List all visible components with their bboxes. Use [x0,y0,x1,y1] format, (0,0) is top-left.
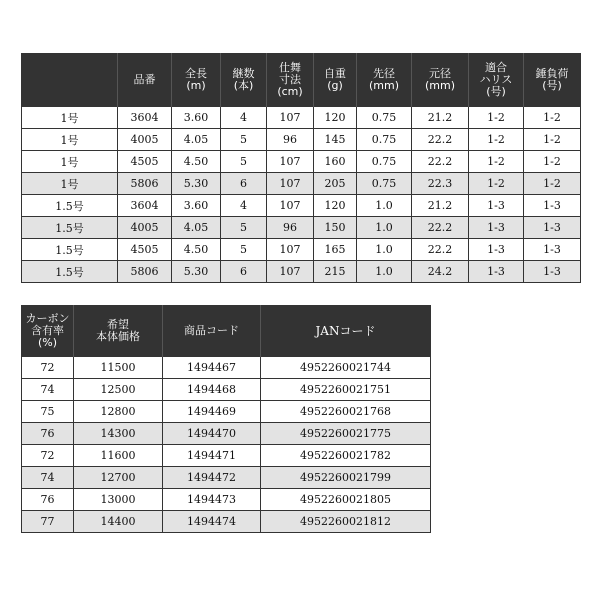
table-cell: 4 [221,195,267,217]
table-cell: 12700 [74,467,163,489]
table-cell: 1494469 [163,401,261,423]
table-cell: 1494471 [163,445,261,467]
table-cell: 1.0 [357,195,412,217]
table-cell: 4952260021768 [261,401,431,423]
table-cell: 4005 [118,217,172,239]
table-cell: 1.0 [357,239,412,261]
table-cell: 3.60 [172,107,221,129]
table-cell: 4.05 [172,129,221,151]
table-cell: 107 [267,107,314,129]
table-cell: 107 [267,151,314,173]
table-cell: 1-2 [469,173,524,195]
table-cell: 4952260021751 [261,379,431,401]
table-cell: 24.2 [412,261,469,283]
spec-header-blank [22,54,118,107]
table-cell: 3604 [118,107,172,129]
table-cell: 1-2 [469,107,524,129]
code-header-retail-price: 希望 本体価格 [74,306,163,357]
table-cell: 5806 [118,173,172,195]
table-cell: 22.2 [412,239,469,261]
table-cell: 11500 [74,357,163,379]
spec-header-row [22,54,581,107]
table-cell: 11600 [74,445,163,467]
table-cell: 4.50 [172,151,221,173]
table-cell: 1494472 [163,467,261,489]
table-cell: 4505 [118,239,172,261]
table-cell: 1-3 [524,195,581,217]
table-cell: 14400 [74,511,163,533]
table-row [22,445,431,467]
table-row [22,217,581,239]
table-cell: 215 [314,261,357,283]
table-cell: 72 [22,357,74,379]
table-cell: 76 [22,489,74,511]
table-cell: 1-2 [524,107,581,129]
table-row [22,151,581,173]
code-header-carbon-content: カーボン 含有率 (%) [22,306,74,357]
table-cell: 1494467 [163,357,261,379]
table-cell: 4 [221,107,267,129]
table-cell: 22.2 [412,217,469,239]
code-header-row [22,306,431,357]
table-row [22,511,431,533]
table-cell: 120 [314,195,357,217]
table-cell: 5 [221,239,267,261]
table-cell: 1-2 [524,129,581,151]
table-cell: 21.2 [412,195,469,217]
table-row [22,261,581,283]
table-cell: 5 [221,129,267,151]
table-cell: 5 [221,217,267,239]
table-cell: 1号 [22,173,118,195]
table-cell: 0.75 [357,173,412,195]
code-header-product-code: 商品コード [163,306,261,357]
table-cell: 4952260021782 [261,445,431,467]
table-cell: 1-2 [469,151,524,173]
table-cell: 4.05 [172,217,221,239]
table-cell: 4952260021775 [261,423,431,445]
spec-header-butt-diameter: 元径 (mm) [412,54,469,107]
table-cell: 0.75 [357,129,412,151]
table-cell: 1-3 [469,261,524,283]
table-row [22,467,431,489]
table-cell: 12500 [74,379,163,401]
table-cell: 14300 [74,423,163,445]
table-cell: 13000 [74,489,163,511]
table-cell: 1-2 [524,151,581,173]
table-cell: 0.75 [357,151,412,173]
table-cell: 1号 [22,107,118,129]
table-cell: 1494473 [163,489,261,511]
table-row [22,239,581,261]
table-cell: 205 [314,173,357,195]
table-cell: 74 [22,467,74,489]
table-cell: 22.2 [412,151,469,173]
table-cell: 22.2 [412,129,469,151]
table-cell: 21.2 [412,107,469,129]
table-cell: 22.3 [412,173,469,195]
table-cell: 150 [314,217,357,239]
table-cell: 72 [22,445,74,467]
table-cell: 1-2 [524,173,581,195]
table-cell: 3.60 [172,195,221,217]
table-cell: 4005 [118,129,172,151]
table-cell: 6 [221,173,267,195]
table-cell: 107 [267,173,314,195]
table-row [22,195,581,217]
code-table [21,305,431,533]
table-cell: 0.75 [357,107,412,129]
table-row [22,489,431,511]
table-cell: 107 [267,239,314,261]
table-cell: 4952260021812 [261,511,431,533]
spec-header-sinker-rating: 錘負荷 (号) [524,54,581,107]
table-cell: 4.50 [172,239,221,261]
table-cell: 107 [267,195,314,217]
table-cell: 4505 [118,151,172,173]
table-cell: 5806 [118,261,172,283]
table-row [22,379,431,401]
table-cell: 1494468 [163,379,261,401]
table-row [22,423,431,445]
spec-table [21,53,581,283]
spec-header-line-rating: 適合 ハリス (号) [469,54,524,107]
table-cell: 165 [314,239,357,261]
table-cell: 74 [22,379,74,401]
spec-header-tip-diameter: 先径 (mm) [357,54,412,107]
table-cell: 5.30 [172,173,221,195]
table-cell: 160 [314,151,357,173]
table-row [22,129,581,151]
table-cell: 1-3 [524,239,581,261]
table-cell: 1.0 [357,261,412,283]
table-cell: 1.5号 [22,217,118,239]
table-cell: 1494474 [163,511,261,533]
table-cell: 1号 [22,129,118,151]
table-cell: 1-3 [469,195,524,217]
table-row [22,357,431,379]
table-cell: 6 [221,261,267,283]
table-cell: 120 [314,107,357,129]
spec-header-model: 品番 [118,54,172,107]
spec-header-closed-length: 仕舞 寸法 (cm) [267,54,314,107]
table-cell: 96 [267,129,314,151]
table-cell: 1494470 [163,423,261,445]
table-cell: 1号 [22,151,118,173]
table-cell: 1-2 [469,129,524,151]
table-cell: 76 [22,423,74,445]
table-cell: 1.0 [357,217,412,239]
table-row [22,107,581,129]
table-cell: 75 [22,401,74,423]
spec-header-length: 全長 (m) [172,54,221,107]
table-cell: 1.5号 [22,239,118,261]
table-cell: 1-3 [469,239,524,261]
table-cell: 77 [22,511,74,533]
table-row [22,401,431,423]
table-cell: 4952260021744 [261,357,431,379]
table-cell: 107 [267,261,314,283]
table-cell: 1.5号 [22,261,118,283]
table-cell: 4952260021799 [261,467,431,489]
table-cell: 1-3 [524,217,581,239]
table-cell: 4952260021805 [261,489,431,511]
table-cell: 1-3 [524,261,581,283]
table-cell: 1.5号 [22,195,118,217]
spec-header-sections: 継数 (本) [221,54,267,107]
code-header-jan-code: JANコード [261,306,431,357]
table-cell: 3604 [118,195,172,217]
table-cell: 145 [314,129,357,151]
table-cell: 1-3 [469,217,524,239]
table-cell: 96 [267,217,314,239]
table-cell: 5.30 [172,261,221,283]
table-row [22,173,581,195]
table-cell: 5 [221,151,267,173]
spec-header-weight: 自重 (g) [314,54,357,107]
table-cell: 12800 [74,401,163,423]
